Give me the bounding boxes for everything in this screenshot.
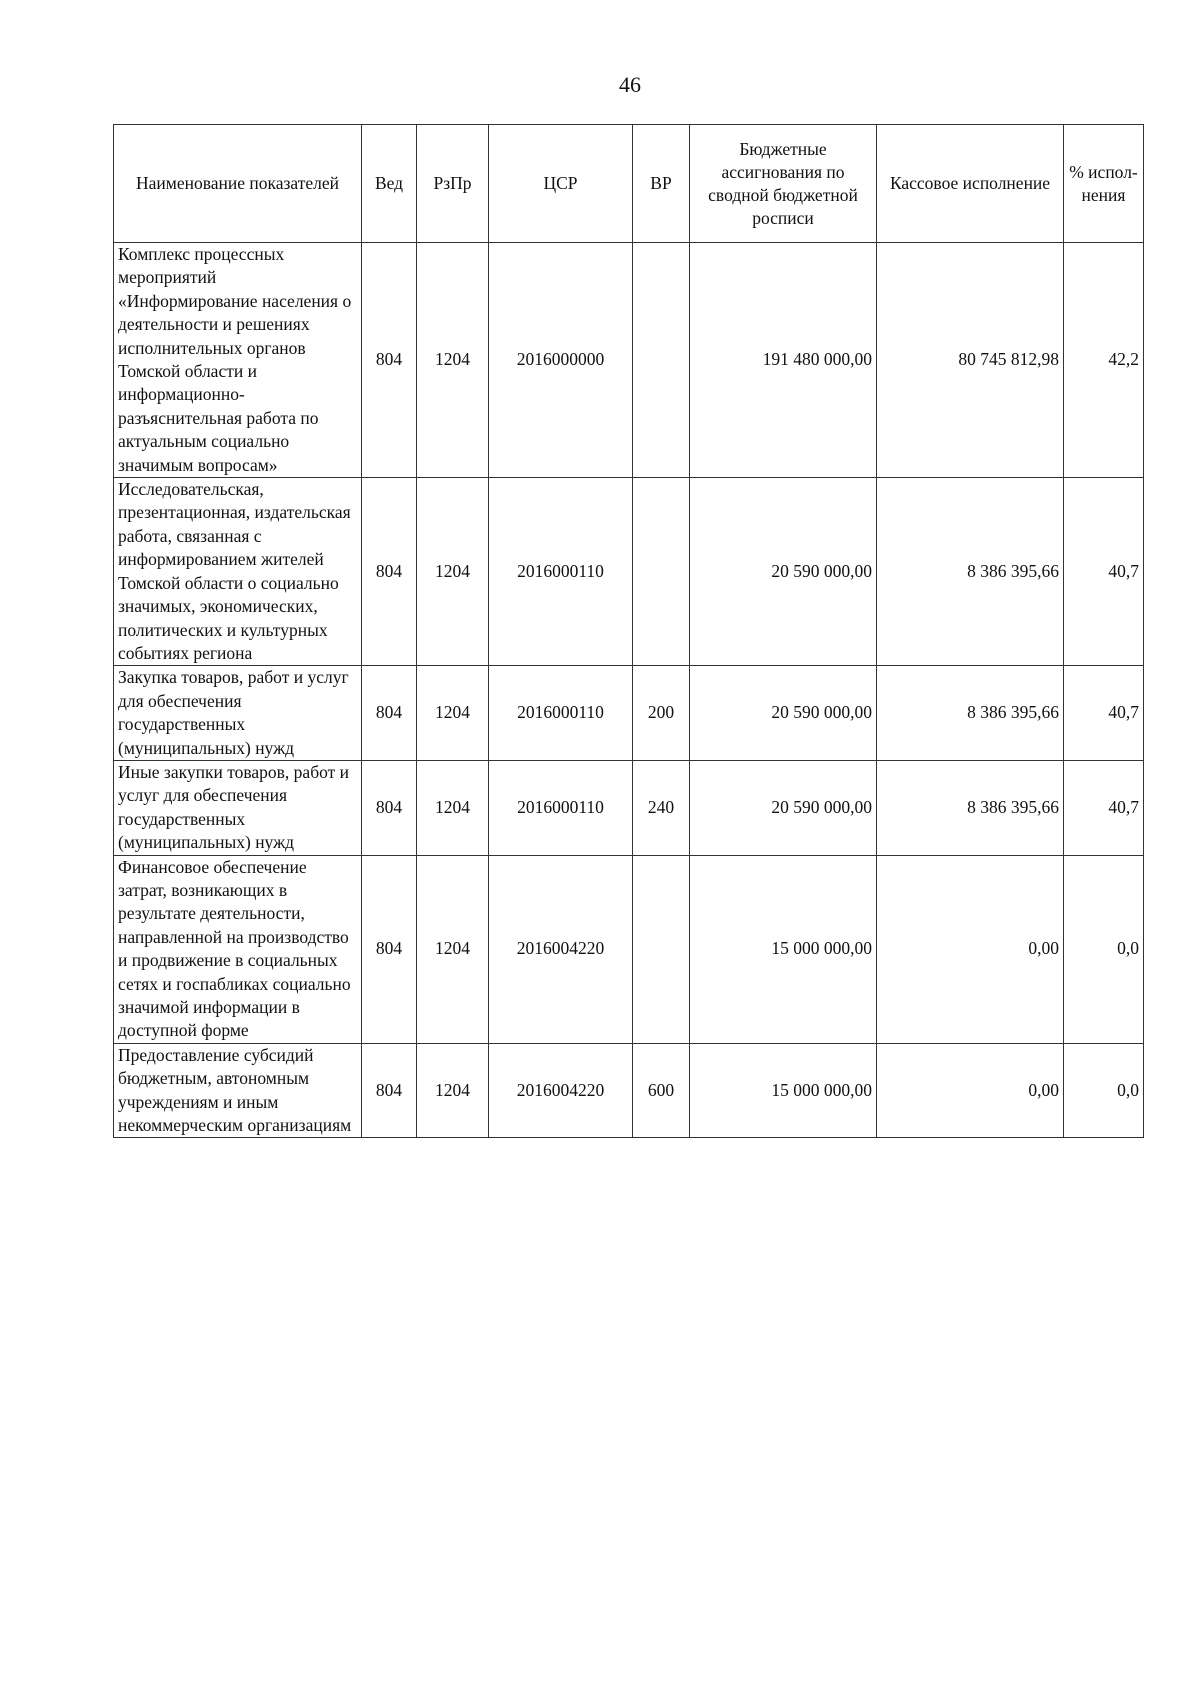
- row-csr: 2016000110: [489, 666, 633, 761]
- row-rzpr: 1204: [417, 243, 489, 478]
- row-ved: 804: [362, 1043, 417, 1138]
- row-executed: 0,00: [877, 1043, 1064, 1138]
- row-rzpr: 1204: [417, 1043, 489, 1138]
- row-csr: 2016000000: [489, 243, 633, 478]
- table-row: [114, 1043, 1144, 1138]
- row-planned: 15 000 000,00: [690, 855, 877, 1043]
- table-header-row: [114, 125, 1144, 243]
- row-csr: 2016000110: [489, 760, 633, 855]
- row-planned: 191 480 000,00: [690, 243, 877, 478]
- row-percent: 0,0: [1064, 855, 1144, 1043]
- row-vr: [633, 478, 690, 666]
- row-rzpr: 1204: [417, 760, 489, 855]
- column-header-name: Наименование показателей: [114, 125, 362, 243]
- row-executed: 0,00: [877, 855, 1064, 1043]
- row-vr: 240: [633, 760, 690, 855]
- row-ved: 804: [362, 478, 417, 666]
- row-csr: 2016000110: [489, 478, 633, 666]
- table-row: [114, 666, 1144, 761]
- row-planned: 20 590 000,00: [690, 478, 877, 666]
- row-csr: 2016004220: [489, 1043, 633, 1138]
- row-vr: 200: [633, 666, 690, 761]
- row-csr: 2016004220: [489, 855, 633, 1043]
- row-vr: 600: [633, 1043, 690, 1138]
- row-name: Предоставление субсидий бюджетным, автономным учреждениям и иным некоммерческим организациям: [114, 1043, 362, 1138]
- table-row: [114, 478, 1144, 666]
- row-executed: 8 386 395,66: [877, 478, 1064, 666]
- row-planned: 15 000 000,00: [690, 1043, 877, 1138]
- column-header-vr: ВР: [633, 125, 690, 243]
- page-number: 46: [619, 72, 641, 97]
- row-percent: 40,7: [1064, 760, 1144, 855]
- row-planned: 20 590 000,00: [690, 666, 877, 761]
- column-header-planned: Бюджетные ассигнования по сводной бюджетной росписи: [690, 125, 877, 243]
- row-name: Закупка товаров, работ и услуг для обеспечения государственных (муниципальных) нужд: [114, 666, 362, 761]
- row-executed: 80 745 812,98: [877, 243, 1064, 478]
- row-planned: 20 590 000,00: [690, 760, 877, 855]
- budget-table: [113, 124, 1144, 1138]
- row-ved: 804: [362, 243, 417, 478]
- row-name: Иные закупки товаров, работ и услуг для обеспечения государственных (муниципальных) нужд: [114, 760, 362, 855]
- row-percent: 42,2: [1064, 243, 1144, 478]
- row-percent: 40,7: [1064, 666, 1144, 761]
- row-name: Финансовое обеспечение затрат, возникающих в результате деятельности, направленной на производство и продвижение в социальных сетях и госпабликах социально значимой информации в доступной форме: [114, 855, 362, 1043]
- row-executed: 8 386 395,66: [877, 760, 1064, 855]
- column-header-percent: % испол-нения: [1064, 125, 1144, 243]
- row-executed: 8 386 395,66: [877, 666, 1064, 761]
- row-rzpr: 1204: [417, 666, 489, 761]
- row-ved: 804: [362, 666, 417, 761]
- table-row: [114, 855, 1144, 1043]
- row-percent: 0,0: [1064, 1043, 1144, 1138]
- row-percent: 40,7: [1064, 478, 1144, 666]
- row-name: Исследовательская, презентационная, издательская работа, связанная с информированием жителей Томской области о социально значимых, экономических, политических и культурных событиях региона: [114, 478, 362, 666]
- row-ved: 804: [362, 760, 417, 855]
- row-vr: [633, 855, 690, 1043]
- row-name: Комплекс процессных мероприятий «Информирование населения о деятельности и решениях исполнительных органов Томской области и информационно-разъяснительная работа по актуальным социально значимым вопросам»: [114, 243, 362, 478]
- row-rzpr: 1204: [417, 855, 489, 1043]
- row-vr: [633, 243, 690, 478]
- row-rzpr: 1204: [417, 478, 489, 666]
- table-row: [114, 243, 1144, 478]
- column-header-ved: Вед: [362, 125, 417, 243]
- table-row: [114, 760, 1144, 855]
- column-header-csr: ЦСР: [489, 125, 633, 243]
- row-ved: 804: [362, 855, 417, 1043]
- column-header-executed: Кассовое исполнение: [877, 125, 1064, 243]
- column-header-rzpr: РзПр: [417, 125, 489, 243]
